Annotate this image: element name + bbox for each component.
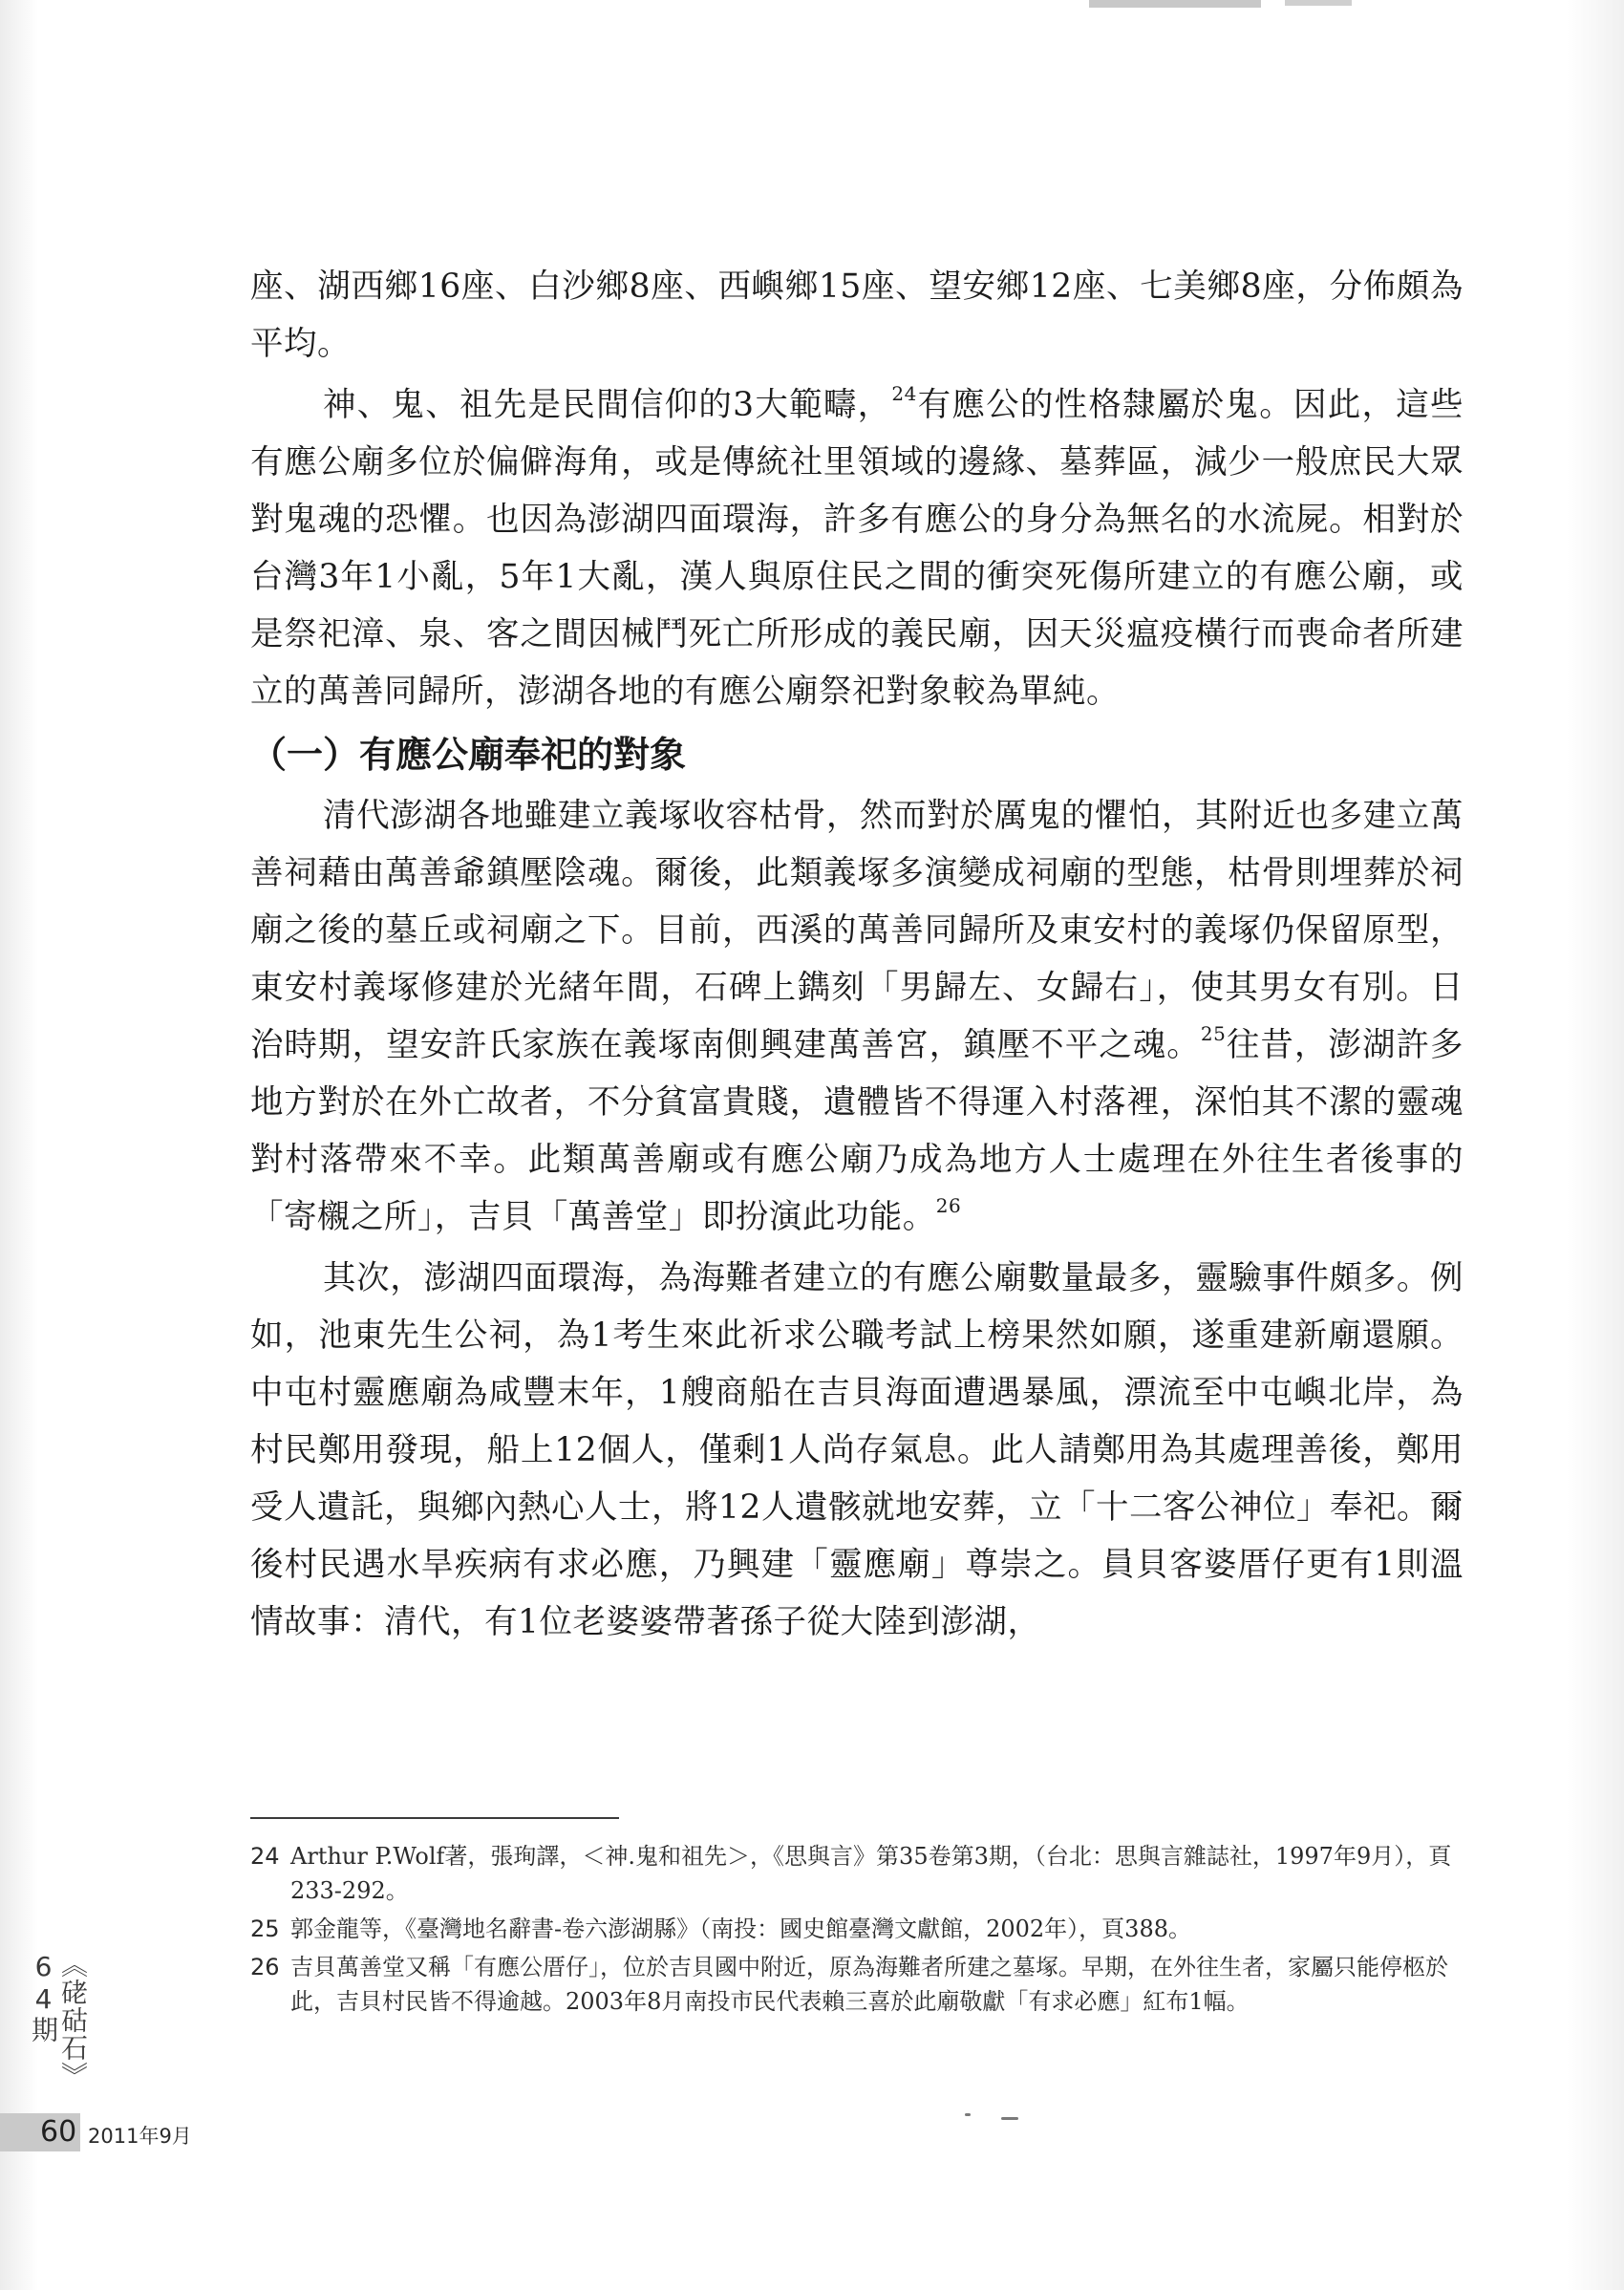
page-footer (0, 2113, 248, 2151)
footnote-number: 24 (250, 1843, 280, 1870)
top-edge-mark (1089, 0, 1261, 8)
footnote-ref-25: 25 (1200, 1021, 1227, 1045)
footnote-divider (250, 1817, 619, 1819)
footnote-ref-24: 24 (891, 381, 917, 405)
footnote-26 (250, 1950, 1464, 2019)
footnote-number: 26 (250, 1954, 280, 1980)
paragraph-2 (250, 376, 1464, 720)
scan-speck (1001, 2117, 1018, 2120)
paragraph-4: 其次，澎湖四面環海，為海難者建立的有應公廟數量最多，靈驗事件頗多。例如，池東先生公祠，為1考生來此祈求公職考試上榜果然如願，遂重建新廟還願。中屯村靈應廟為咸豐末年，1艘商船在吉貝海面遭遇暴風，漂流至中屯嶼北岸，為村民鄭用發現，船上12個人，僅剩1人尚存氣息。此人請鄭用為其處理善後，鄭用受人遺託，與鄉內熱心人士，將12人遺骸就地安葬，立「十二客公神位」奉祀。爾後村民遇水旱疾病有求必應，乃興建「靈應廟」尊崇之。員貝客婆厝仔更有1則溫情故事：清代，有1位老婆婆帶著孫子從大陸到澎湖， (250, 1259, 1464, 1641)
paragraph-1: 座、湖西鄉16座、白沙鄉8座、西嶼鄉15座、望安鄉12座、七美鄉8座，分佈頗為平均。 (250, 268, 1464, 363)
footnote-24 (250, 1839, 1464, 1908)
footnote-ref-26: 26 (935, 1193, 962, 1217)
paragraph-3-text-a: 清代澎湖各地雖建立義塚收容枯骨，然而對於厲鬼的懼怕，其附近也多建立萬善祠藉由萬善爺鎮壓陰魂。爾後，此類義塚多演變成祠廟的型態，枯骨則埋葬於祠廟之後的墓丘或祠廟之下。目前，西溪的萬善同歸所及東安村的義塚仍保留原型，東安村義塚修建於光緒年間，石碑上鐫刻「男歸左、女歸右」，使其男女有別。日治時期，望安許氏家族在義塚南側興建萬善宮，鎮壓不平之魂。 (250, 797, 1464, 1064)
scan-speck (965, 2113, 971, 2116)
paragraph-2-text-b: 有應公的性格隸屬於鬼。因此，這些有應公廟多位於偏僻海角，或是傳統社里領域的邊緣、墓葬區，減少一般庶民大眾對鬼魂的恐懼。也因為澎湖四面環海，許多有應公的身分為無名的水流屍。相對於台灣3年1小亂，5年1大亂，漢人與原住民之間的衝突死傷所建立的有應公廟，或是祭祀漳、泉、客之間因械鬥死亡所形成的義民廟，因天災瘟疫橫行而喪命者所建立的萬善同歸所，澎湖各地的有應公廟祭祀對象較為單純。 (250, 386, 1464, 711)
footnote-text: Arthur P.Wolf著，張珣譯，＜神.鬼和祖先＞，《思與言》第35卷第3期，（台北：思與言雜誌社，1997年9月），頁233-292。 (290, 1843, 1452, 1904)
footnote-25 (250, 1912, 1464, 1946)
top-edge-mark-secondary (1285, 0, 1352, 6)
footnote-text: 吉貝萬善堂又稱「有應公厝仔」，位於吉貝國中附近，原為海難者所建之墓塚。早期，在外往生者，家屬只能停柩於此，吉貝村民皆不得逾越。2003年8月南投市民代表賴三喜於此廟敬獻「有求必應」紅布1幅。 (290, 1954, 1448, 2015)
footnote-text: 郭金龍等，《臺灣地名辭書-卷六澎湖縣》（南投：國史館臺灣文獻館，2002年），頁388。 (290, 1915, 1191, 1942)
page-number: 60 (40, 2115, 77, 2149)
article-body (250, 258, 1464, 1651)
section-heading: （一）有應公廟奉祀的對象 (250, 734, 687, 776)
footnotes (250, 1839, 1464, 2022)
issue-date: 2011年9月 (88, 2125, 192, 2148)
journal-title-vertical: 《硓𥑮石》64期 (28, 1951, 89, 2089)
paragraph-2-text-a: 神、鬼、祖先是民間信仰的3大範疇， (323, 386, 892, 424)
footnote-number: 25 (250, 1915, 280, 1942)
paragraph-3-text-b: 往昔，澎湖許多地方對於在外亡故者，不分貧富貴賤，遺體皆不得運入村落裡，深怕其不潔的靈魂對村落帶來不幸。此類萬善廟或有應公廟乃成為地方人士處理在外往生者後事的「寄櫬之所」，吉貝「萬善堂」即扮演此功能。 (250, 1026, 1464, 1236)
paragraph-3 (250, 787, 1464, 1246)
